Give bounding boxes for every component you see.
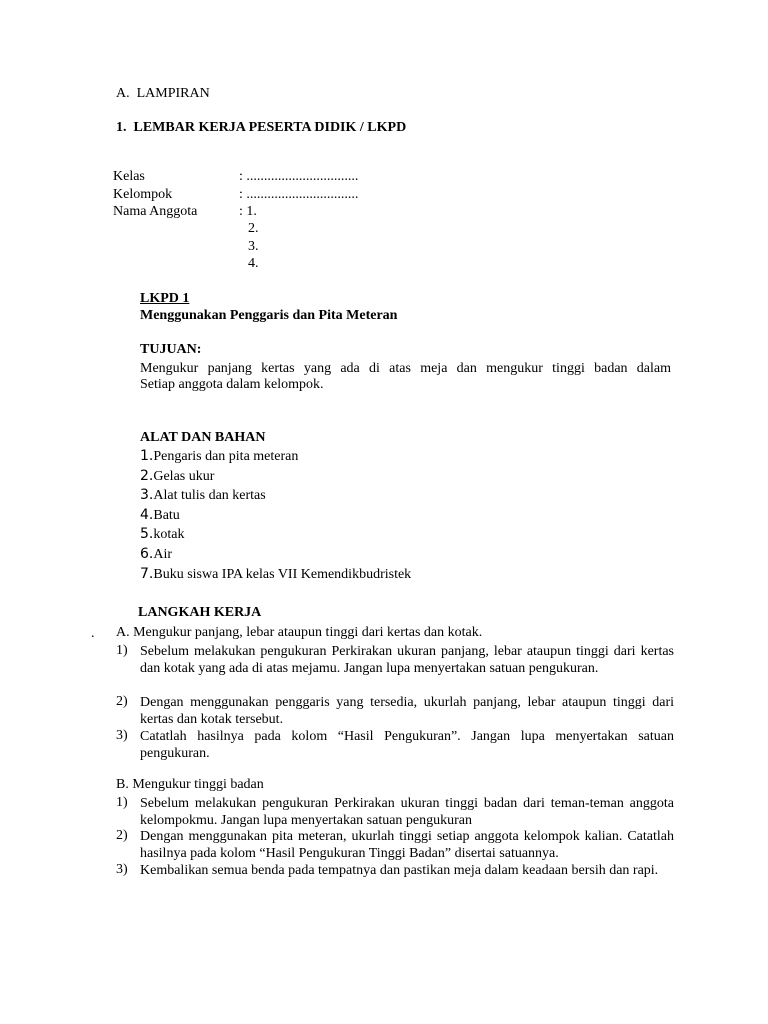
part-a-title: A. Mengukur panjang, lebar ataupun tinggi dari kertas dan kotak. — [116, 625, 483, 640]
tujuan-line-2: Setiap anggota dalam kelompok. — [140, 377, 324, 392]
kelompok-value: : ................................ — [239, 187, 359, 202]
alat-item-text: Air — [153, 547, 173, 562]
alat-item-number: 2. — [140, 468, 154, 484]
subsection-heading — [116, 120, 406, 136]
step-text: Catatlah hasilnya pada kolom “Hasil Pengukuran”. Jangan lupa menyertakan satuan pengukuran. — [140, 729, 674, 761]
step-text: Dengan menggunakan penggaris yang tersedia, ukurlah panjang, lebar ataupun tinggi dari kertas dan kotak tersebut. — [140, 695, 674, 727]
alat-item-text: Pengaris dan pita meteran — [153, 449, 299, 464]
section-title: LAMPIRAN — [136, 86, 210, 101]
alat-item-text: Gelas ukur — [153, 469, 215, 484]
anggota-first: : 1. — [239, 204, 257, 219]
anggota-number: 4. — [248, 256, 259, 271]
lkpd-subtitle: Menggunakan Penggaris dan Pita Meteran — [140, 308, 398, 323]
alat-item-text: kotak — [153, 527, 185, 542]
alat-item — [140, 546, 172, 563]
alat-item — [140, 487, 266, 504]
langkah-heading: LANGKAH KERJA — [138, 605, 262, 620]
tujuan-heading: TUJUAN: — [140, 342, 202, 357]
section-heading — [116, 86, 210, 102]
alat-item — [140, 468, 214, 485]
alat-item — [140, 507, 180, 524]
alat-heading: ALAT DAN BAHAN — [140, 430, 266, 445]
langkah-bullet: . — [91, 626, 95, 641]
step-number: 2) — [116, 828, 128, 843]
anggota-label: Nama Anggota — [113, 204, 198, 219]
alat-item-text: Batu — [153, 508, 180, 523]
tujuan-line-1: Mengukur panjang kertas yang ada di atas meja dan mengukur tinggi badan dalam — [140, 361, 671, 376]
alat-item-number: 3. — [140, 487, 154, 503]
alat-item-number: 5. — [140, 526, 154, 542]
step-text: Sebelum melakukan pengukuran Perkirakan ukuran tinggi badan dari teman-teman anggota kelompokmu. Jangan lupa menyertakan satuan pengukuran — [140, 796, 674, 828]
alat-item-number: 1. — [140, 448, 154, 464]
alat-item-number: 6. — [140, 546, 154, 562]
alat-item-number: 4. — [140, 507, 154, 523]
section-letter: A. — [116, 86, 130, 101]
lkpd-heading: LKPD 1 — [140, 291, 190, 306]
alat-item — [140, 566, 411, 583]
step-text: Dengan menggunakan pita meteran, ukurlah tinggi setiap anggota kelompok kalian. Catatlah hasilnya pada kolom “Hasil Pengukuran Tinggi Badan” disertai satuannya. — [140, 829, 674, 861]
step-number: 3) — [116, 728, 128, 743]
part-b-title: B. Mengukur tinggi badan — [116, 777, 264, 792]
kelas-label: Kelas — [113, 169, 145, 184]
anggota-number: 3. — [248, 239, 259, 254]
step-text: Kembalikan semua benda pada tempatnya dan pastikan meja dalam keadaan bersih dan rapi. — [140, 863, 659, 878]
step-number: 3) — [116, 862, 128, 877]
alat-item — [140, 526, 184, 543]
alat-item-text: Alat tulis dan kertas — [153, 488, 266, 503]
subsection-title: LEMBAR KERJA PESERTA DIDIK / LKPD — [133, 120, 407, 135]
step-number: 1) — [116, 643, 128, 658]
step-number: 2) — [116, 694, 128, 709]
kelompok-label: Kelompok — [113, 187, 173, 202]
kelas-value: : ................................ — [239, 169, 359, 184]
step-number: 1) — [116, 795, 128, 810]
alat-item-text: Buku siswa IPA kelas VII Kemendikbudristek — [153, 567, 412, 582]
alat-item — [140, 448, 298, 465]
subsection-number: 1. — [116, 120, 127, 135]
alat-item-number: 7. — [140, 566, 154, 582]
anggota-number: 2. — [248, 221, 259, 236]
step-text: Sebelum melakukan pengukuran Perkirakan ukuran panjang, lebar ataupun tinggi dari kertas dan kotak yang ada di atas mejamu. Jangan lupa menyertakan satuan pengukuran. — [140, 644, 674, 676]
